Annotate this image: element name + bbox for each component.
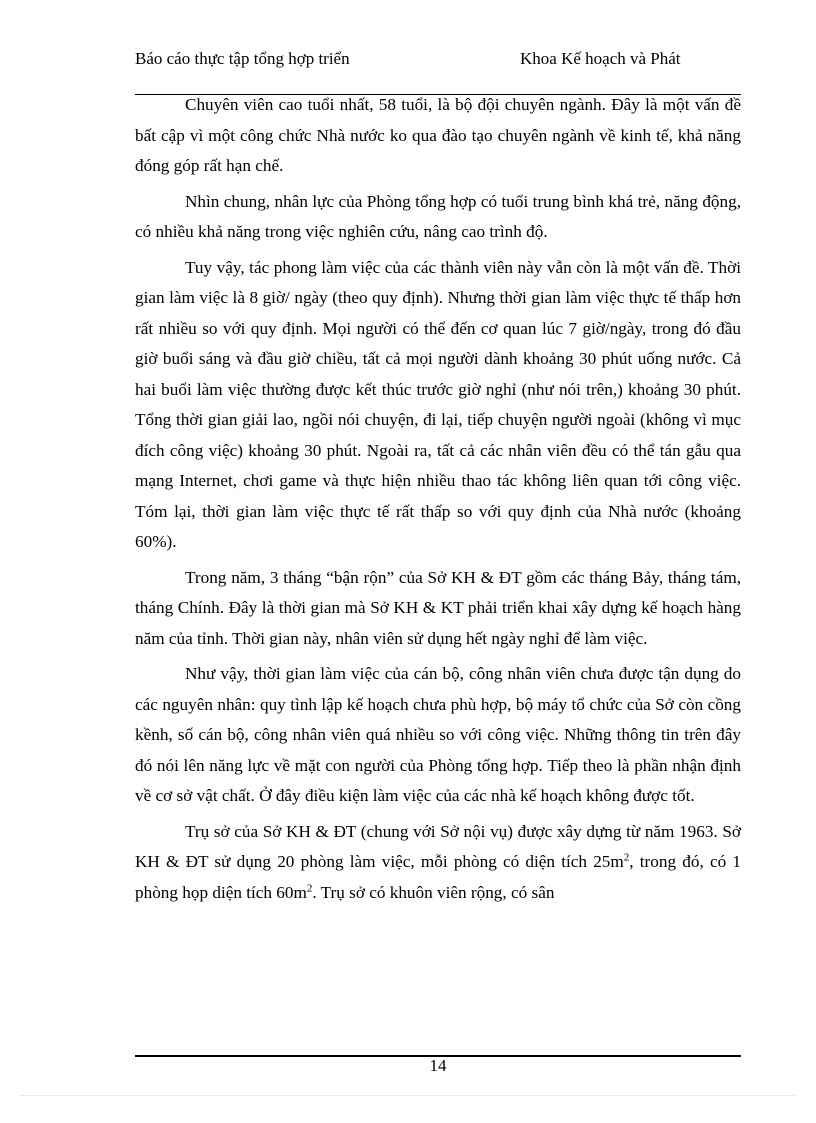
superscript-square: 2	[306, 881, 313, 894]
paragraph-staff-age: Chuyên viên cao tuổi nhất, 58 tuổi, là bộ đội chuyên ngành. Đây là một vấn đề bất cập vì một công chức Nhà nước ko qua đào tạo chuyên ngành về kinh tế, khả năng đóng góp rất hạn chế.	[135, 95, 741, 175]
paragraph-headquarters-text-1: Trụ sở của Sở KH & ĐT (chung với Sở nội vụ) được xây dựng từ năm 1963. Sở KH & ĐT sử dụng 20 phòng làm việc, mỗi phòng có diện tích 25m	[135, 821, 741, 871]
page-number: 14	[429, 1056, 447, 1075]
header-report-title: Báo cáo thực tập tổng hợp triển	[135, 49, 350, 68]
paragraph-headquarters	[135, 817, 741, 909]
document-body	[135, 90, 741, 908]
paragraph-busy-months: Trong năm, 3 tháng “bận rộn” của Sở KH & ĐT gồm các tháng Bảy, tháng tám, tháng Chính. Đây là thời gian mà Sở KH & KT phải triển khai xây dựng kế hoạch hàng năm của tỉnh. Thời gian này, nhân viên sử dụng hết ngày nghỉ để làm việc.	[135, 567, 741, 648]
paragraph-headquarters-text-3: . Trụ sở có khuôn viên rộng, có sân	[312, 882, 555, 902]
paragraph-work-habits: Tuy vậy, tác phong làm việc của các thành viên này vẫn còn là một vấn đề. Thời gian làm việc là 8 giờ/ ngày (theo quy định). Nhưng thời gian làm việc thực tế thấp hơn rất nhiều so với quy định. Mọi người có thể đến cơ quan lúc 7 giờ/ngày, trong đó đầu giờ buổi sáng và đầu giờ chiều, tất cả mọi người dành khoảng 30 phút uống nước. Cả hai buổi làm việc thường được kết thúc trước giờ nghỉ (như nói trên,) khoảng 30 phút. Tổng thời gian giải lao, ngồi nói chuyện, đi lại, tiếp chuyện người ngoài (không vì mục đích công việc) khoảng 30 phút. Ngoài ra, tất cả các nhân viên đều có thể tán gẫu qua mạng Internet, chơi game và thực hiện nhiều thao tác không liên quan tới công việc. Tóm lại, thời gian làm việc thực tế rất thấp so với quy định của Nhà nước (khoảng 60%).	[135, 257, 741, 551]
paragraph-headquarters-text-2: , trong đó, có 1 phòng họp diện tích 60m	[135, 852, 741, 902]
page-bottom-edge	[20, 1095, 796, 1096]
header-faculty-name: Khoa Kế hoạch và Phát	[520, 49, 681, 68]
paragraph-staff-overview: Nhìn chung, nhân lực của Phòng tổng hợp có tuổi trung bình khá trẻ, năng động, có nhiều khả năng trong việc nghiên cứu, nâng cao trình độ.	[135, 191, 741, 241]
superscript-square: 2	[623, 851, 630, 864]
paragraph-conclusion: Như vậy, thời gian làm việc của cán bộ, công nhân viên chưa được tận dụng do các nguyên nhân: quy tình lập kế hoạch chưa phù hợp, bộ máy tổ chức của Sở còn cồng kềnh, số cán bộ, công nhân viên quá nhiều so với công việc. Những thông tin trên đây đó nói lên năng lực về mặt con người của Phòng tổng hợp. Tiếp theo là phần nhận định về cơ sở vật chất. Ở đây điều kiện làm việc của các nhà kế hoạch không được tốt.	[135, 664, 741, 805]
